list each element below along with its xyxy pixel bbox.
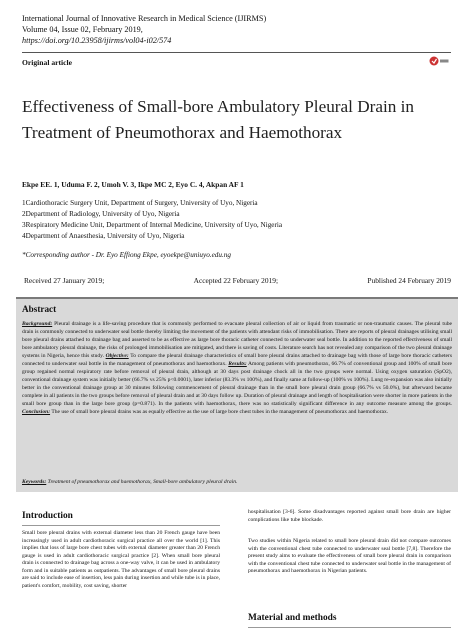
methods-heading: Material and methods [248,613,337,623]
article-type: Original article [22,58,72,67]
conclusion-text: The use of small bore pleural drains was as equally effective as the use of large bore chest tubes in the management of pneumothorax and haemothorax. [51,409,389,415]
accepted-date: Accepted 22 February 2019; [193,276,279,285]
published-date: Published 24 February 2019 [367,276,451,285]
results-label: Results: [228,361,247,367]
corresponding-author: *Corresponding author - Dr. Eyo Effiong Ekpe, eyoekpe@uniuyo.edu.ng [22,251,231,259]
right-column-paragraph-1: hospitalisation [3-6]. Some disadvantages reported against small bore drain are higher complications like tube blockade. [248,509,451,523]
author-list: Ekpe EE. 1, Uduma F. 2, Umoh V. 3, Ikpe MC 2, Eyo C. 4, Akpan AF 1 [22,180,244,189]
journal-info [22,13,266,46]
article-dates [22,276,451,285]
intro-divider [22,525,220,526]
affiliation-1: 1Cardiothoracic Surgery Unit, Department of Surgery, University of Uyo, Nigeria [22,199,258,207]
introduction-heading: Introduction [22,511,73,521]
article-title: Effectiveness of Small-bore Ambulatory Pleural Drain in Treatment of Pneumothorax and Haemothorax [22,97,415,142]
methods-divider [248,627,451,628]
background-text: Pleural drainage is a life-saving procedure that is commonly performed to evacuate pleural collection of air or liquid from traumatic or non-traumatic causes. The pleural tube drain is commonly connected to underwater seal bottle thereby limiting the movement of the patients with attendant risks of immobilisation. There are reports of pleural drainages utilising small bore pleural drains attached to drainage bag and asserted to be as effective as large bore thoracic catheter connected to underwater seal bottle. In addition to the reported effectiveness of small bore ambulatory pleural drainage, the risks of prolonged immobilisation are mitigated, and there is saving of costs. Literature search has not revealed any comparison of the two pleural drainage systems in Nigeria, hence this study. [22,321,452,359]
journal-name: International Journal of Innovative Research in Medical Science (IJIRMS) [22,14,267,23]
affiliation-4: 4Department of Anaesthesia, University of Uyo, Nigeria [22,232,185,240]
abstract-heading: Abstract [22,304,57,314]
affiliation-3: 3Respiratory Medicine Unit, Department of Internal Medicine, University of Uyo, Nigeria [22,221,283,229]
objective-label: Objective: [105,353,129,359]
keywords [22,479,237,485]
received-date: Received 27 January 2019; [24,276,105,285]
results-text: Among patients with pneumothorax, 66.7% of conventional group and 100% of small bore group regained normal respiratory rate before removal of pleural drain, although at 30 days post drainage chock all in the two groups were normal. Using oxygen saturation (SpO2), conventional drainage system was initially better (66.7% vs 25% p<0.0001), later inferior (83.3% vs 100%), and finally same at follow-up (100% vs 100%). Lung re-expansion was also initially better in the conventional drainage group at 30 minutes following commencement of pleural drainage than in the small bore pleural drain group (66.7% vs 50.0%), but afterward became complete in all patients in the two groups before removal of pleural drain and at 30 days follow up. Duration of pleural drainage and length of hospitalisation were shorter in more patients in the small bore group than in the large bore group (p=0.871). In the patients with haemothorax, there was no statistically significant difference in any outcome measure among the groups. [22,361,452,407]
introduction-text: Small bore pleural drains with external diameter less than 20 French gauge have been increasingly used in adult cardiothoracic surgical practice all over the world [1]. This implies that loss of large bore chest tubes with external diameter greater than 20 French gauge is used in adult cardiothoracic surgical practice [2]. When small bore pleural drain is connected to drainage bag across a one-way valve, it can be used in ambulatory form and in suitable patients as outpatients. The advantages of small bore pleural drains are said to include ease of insertion, less pain during insertion and while tube is in place, patient's comfort, mobility, cost saving, shorter [22,530,220,589]
background-label: Background: [22,321,53,327]
journal-volume: Volume 04, Issue 02, February 2019, [22,25,143,34]
doi-link[interactable]: https://doi.org/10.23958/ijirms/vol04-i02/574 [22,36,172,45]
keywords-label: Keywords: [22,479,47,485]
keywords-text: Treatment of pneumothorax and haemothorax, Small-bore ambulatory pleural drain. [47,479,238,485]
conclusion-label: Conclusion: [22,409,51,415]
header-divider [22,52,451,53]
abstract-box [16,297,458,492]
affiliations [22,198,282,242]
objective-text: To compare the pleural drainage characteristics of small bore pleural drains attached to drainage bag with those of large bore thoracic catheters connected to underwater seal bottle in the management of pneumothorax and haemothorax. [22,353,453,367]
abstract-body [22,320,452,416]
crossmark-logo-icon[interactable] [429,55,449,67]
right-column-paragraph-2: Two studies within Nigeria related to small bore pleural drain did not compare outcomes with the conventional chest tube connected to underwater seal bottle [7,8]. Therefore the present study aims to evaluate the effectiveness of small bore pleural drain in comparison with the conventional chest tube connected to underwater seal bottle in the management of pneumothorax and haemothorax in Nigerian patients. [248,538,452,574]
affiliation-2: 2Department of Radiology, University of Uyo, Nigeria [22,210,180,218]
